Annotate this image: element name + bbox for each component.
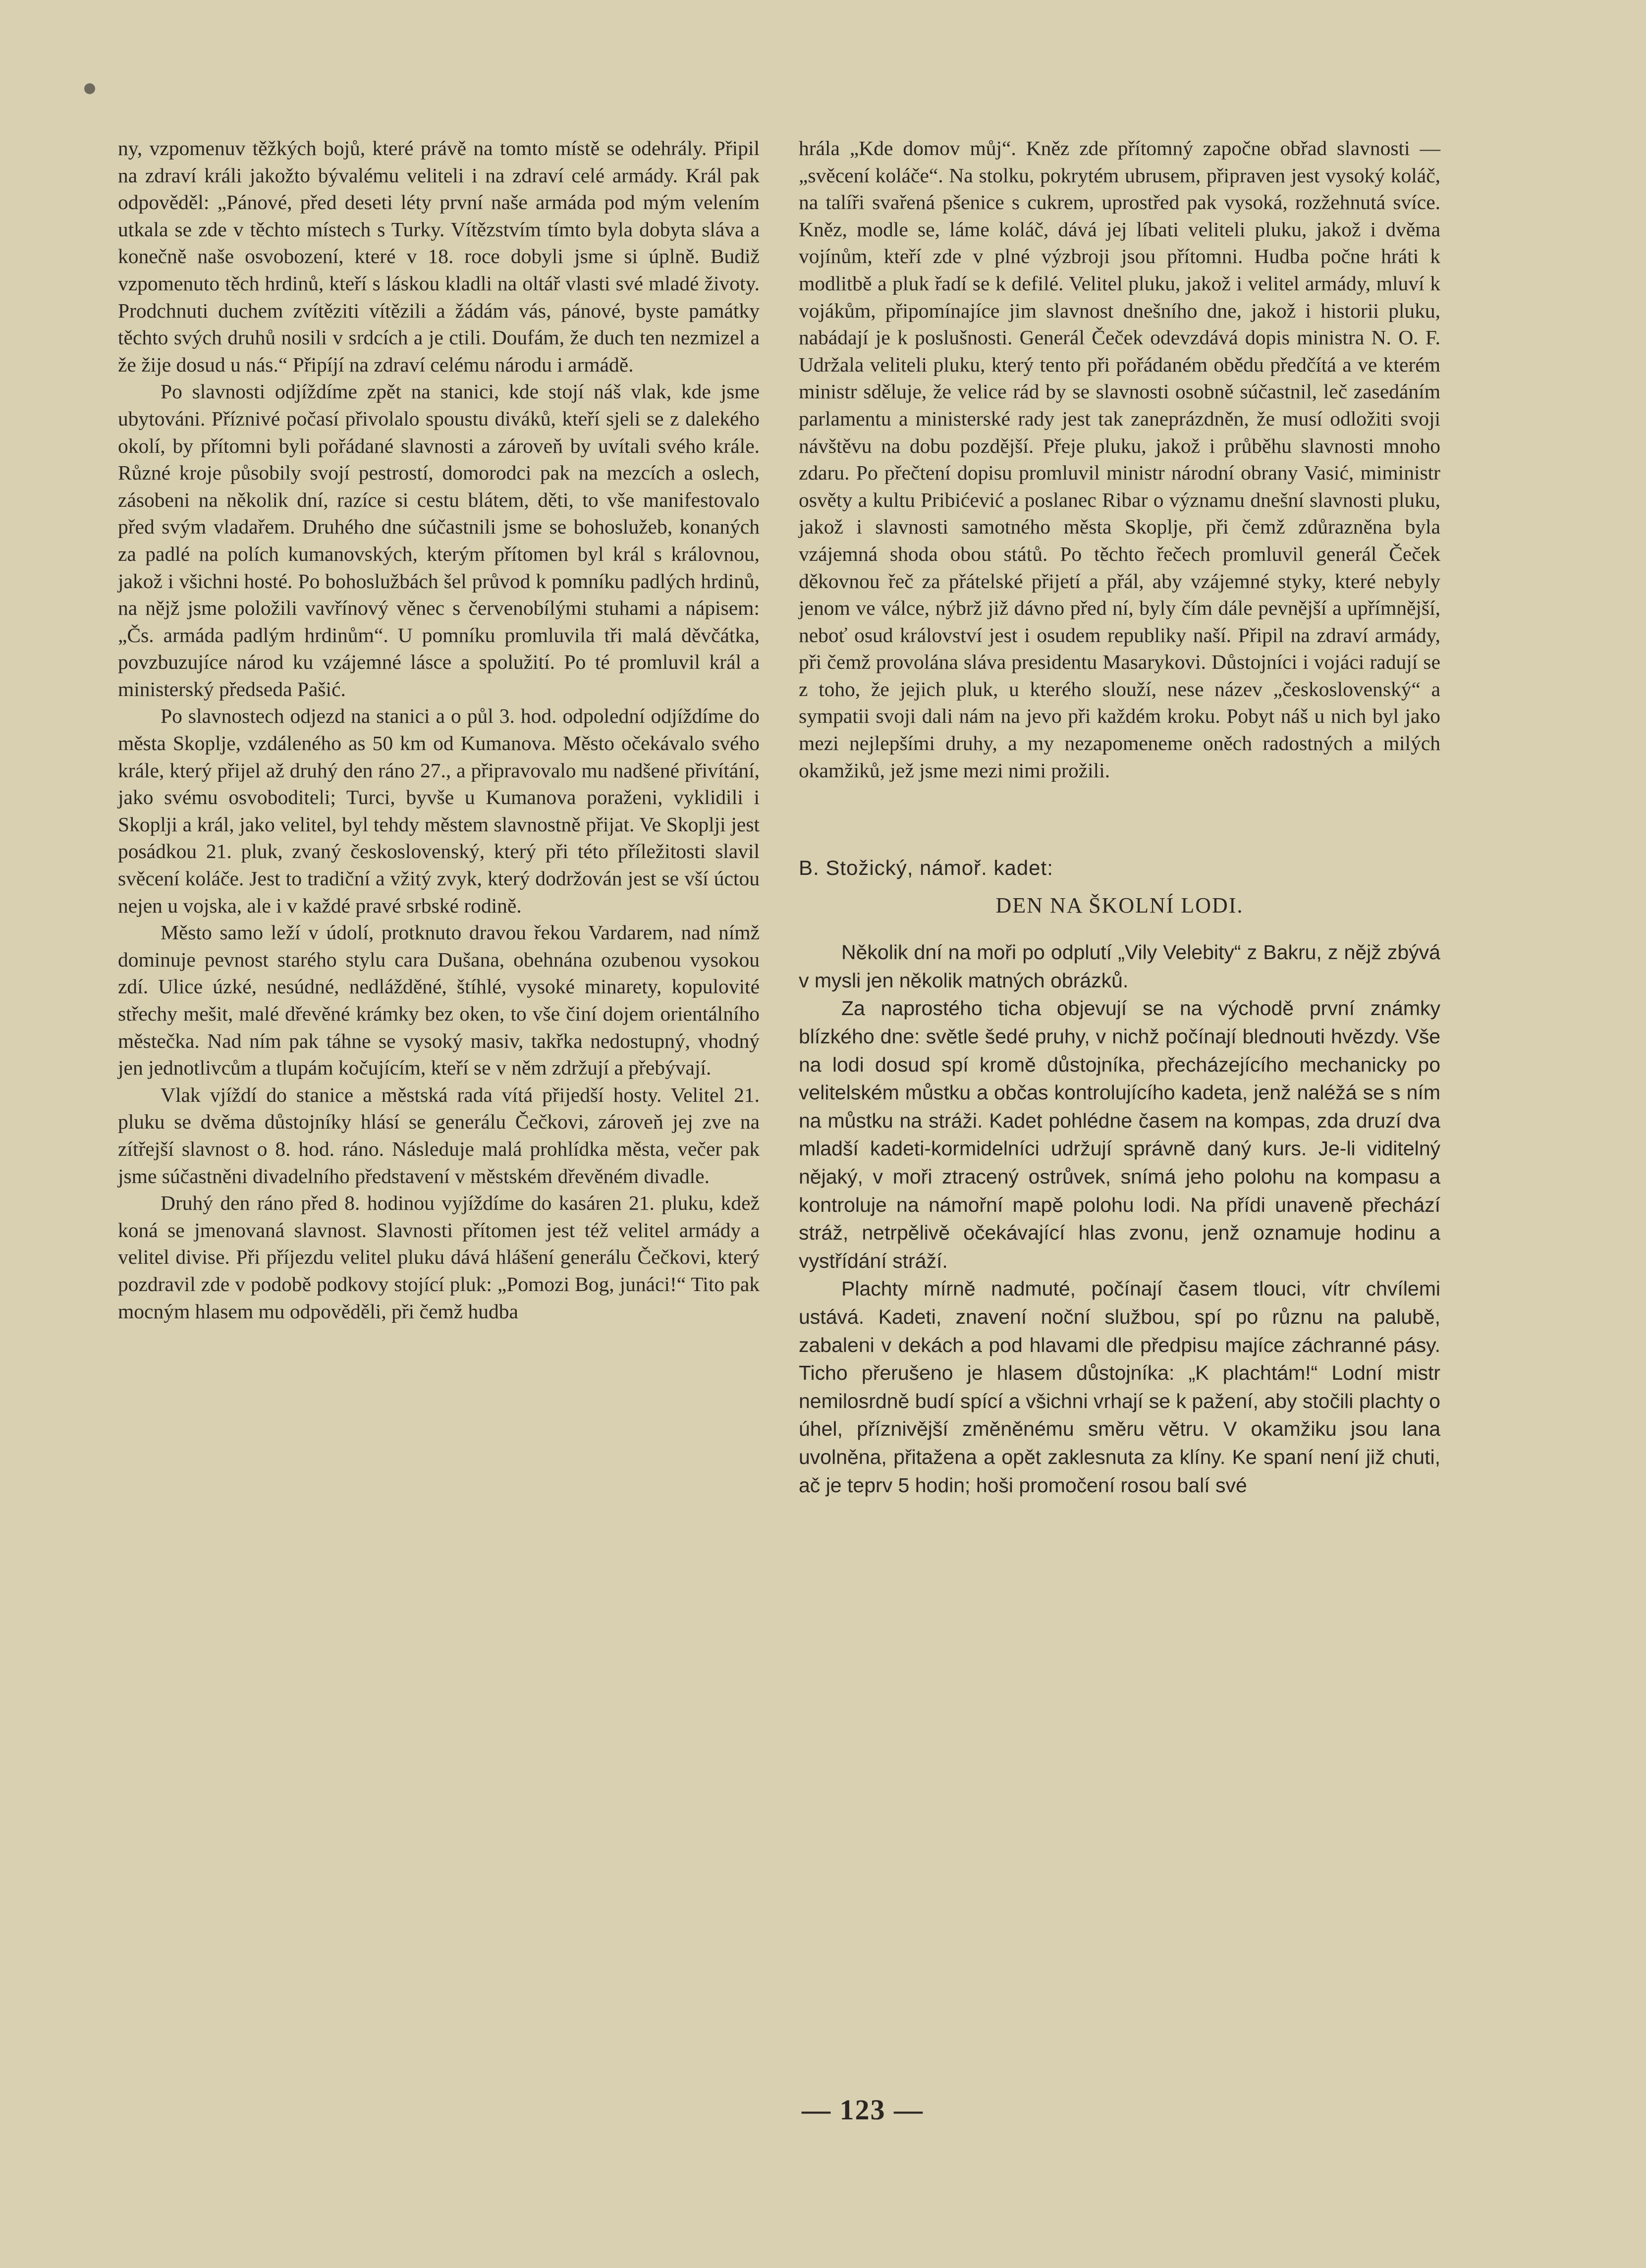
paragraph: Několik dní na moři po odplutí „Vily Velebity“ z Bakru, z nějž zbývá v mysli jen několik matných obrázků. xyxy=(799,941,1440,992)
ink-spot xyxy=(84,83,95,94)
page-number xyxy=(0,2093,1646,2126)
page-number-text: — 123 — xyxy=(802,2094,924,2126)
paragraph: Po slavnosti odjíždíme zpět na stanici, kde stojí náš vlak, kde jsme ubytováni. Příznivé počasí přivolalo spoustu diváků, kteří sjeli se z dalekého okolí, by přítomni byli pořádané slavnosti a zároveň by uvítali svého krále. Různé kroje působily svojí pestrostí, domorodci pak na mezcích a oslech, zásobeni na několik dní, razíce si cestu blátem, děti, to vše manifestovalo před svým vladařem. Druhého dne súčastnili jsme se bohoslužeb, konaných za padlé na polích kumanovských, kterým přítomen byl král s královnou, jakož i všichni hosté. Po bohoslužbách šel průvod k pomníku padlých hrdinů, na nějž jsme položili vavřínový věnec s červenobílými stuhami a nápisem: „Čs. armáda padlým hrdinům“. U pomníku promluvila tři malá děvčátka, povzbuzujíce národ ku vzájemné lásce a spolužití. Po té promluvil král a ministerský předseda Pašić. xyxy=(118,380,760,701)
article-title: DEN NA ŠKOLNÍ LODI. xyxy=(995,893,1244,918)
paragraph: Město samo leží v údolí, protknuto dravou řekou Vardarem, nad nímž dominuje pevnost starého stylu cara Dušana, obehnána ozubenou vysokou zdí. Ulice úzké, nesúdné, nedlážděné, štíhlé, vysoké minarety, kopulovité střechy mešit, malé dřevěné krámky bez oken, to vše činí dojem orientálního městečka. Nad ním pak táhne se vysoký masiv, takřka nedostupný, vhodný jen jednotlivcům a tlupám kočujícím, kteří se v něm zdržují a přebývají. xyxy=(118,921,760,1080)
paragraph: ny, vzpomenuv těžkých bojů, které právě na tomto místě se odehrály. Připil na zdraví králi jakožto bývalému veliteli i na zdraví celé armády. Král pak odpověděl: „Pánové, před deseti léty první naše armáda pod mým velením utkala se zde v těchto místech s Turky. Vítězstvím tímto byla dobyta sláva a konečně naše osvobození, které v 18. roce dobyli jsme si úplně. Budiž vzpomenuto těch hrdinů, kteří s láskou kladli na oltář vlasti své mladé životy. Prodchnuti duchem zvítěziti vítězili a žádám vás, pánové, byste památky těchto svých druhů nosili v srdcích a je ctili. Doufám, že duch ten nezmizel a že žije dosud u nás.“ Připíjí na zdraví celému národu i armádě. xyxy=(118,137,760,376)
right-column xyxy=(799,135,1440,1499)
article-byline: B. Stožický, námoř. kadet: xyxy=(799,856,1053,880)
left-column xyxy=(118,135,760,1325)
paragraph: Druhý den ráno před 8. hodinou vyjíždíme do kasáren 21. pluku, kdež koná se jmenovaná slavnost. Slavnosti přítomen jest též velitel armády a velitel divise. Při příjezdu velitel pluku dává hlášení generálu Čečkovi, který pozdravil zde v podobě podkovy stojící pluk: „Pomozi Bog, junáci!“ Tito pak mocným hlasem mu odpověděli, při čemž hudba xyxy=(118,1191,760,1323)
paragraph: Po slavnostech odjezd na stanici a o půl 3. hod. odpolední odjíždíme do města Skoplje, vzdáleného as 50 km od Kumanova. Město očekávalo svého krále, který přijel až druhý den ráno 27., a připravovalo mu nadšené přivítání, jako svému osvoboditeli; Turci, byvše u Kumanova poraženi, vyklidili i Skoplji a král, jako velitel, byl tehdy městem slavnostně přijat. Ve Skoplji jest posádkou 21. pluk, zvaný československý, který při této příležitosti slavil svěcení koláče. Jest to tradiční a vžitý zvyk, který dodržován jest se vší úctou nejen u vojska, ale i v každé pravé srbské rodině. xyxy=(118,704,760,917)
paragraph: Vlak vjíždí do stanice a městská rada vítá přijedší hosty. Velitel 21. pluku se dvěma důstojníky hlásí se generálu Čečkovi, zároveň jej zve na zítřejší slavnost o 8. hod. ráno. Následuje malá prohlídka města, večer pak jsme súčastněni divadelního představení v městském dřevěném divadle. xyxy=(118,1083,760,1188)
paragraph: hrála „Kde domov můj“. Kněz zde přítomný započne obřad slavnosti — „svěcení koláče“. Na stolku, pokrytém ubrusem, připraven jest vysoký koláč, na talíři svařená pšenice s cukrem, uprostřed pak vysoká, rozžehnutá svíce. Kněz, modle se, láme koláč, dává jej líbati veliteli pluku, jakož i dvěma vojínům, kteří zde v plné výzbroji jsou přítomni. Hudba počne hráti k modlitbě a pluk řadí se k defilé. Velitel pluku, jakož i velitel armády, mluví k vojákům, připomínajíce jim slavnost dnešního dne, jakož i historii pluku, nabádají je k poslušnosti. Generál Čeček odevzdává dopis ministra N. O. F. Udržala veliteli pluku, který tento při pořádaném obědu předčítá a ve kterém ministr sděluje, že velice rád by se slavnosti osobně súčastnil, leč zasedáním parlamentu a ministerské rady jest tak zaneprázdněn, že musí odložiti svoji návštěvu na dobu pozdější. Přeje pluku, jakož i průběhu slavnosti mnoho zdaru. Po přečtení dopisu promluvil ministr národní obrany Vasić, miministr osvěty a kultu Pribićević a poslanec Ribar o významu dnešní slavnosti pluku, jakož i slavnosti samotného města Skoplje, při čemž zdůrazněna byla vzájemná shoda obou států. Po těchto řečech promluvil generál Čeček děkovnou řeč za přátelské přijetí a přál, aby vzájemné styky, které nebyly jenom ve válce, nýbrž již dávno před ní, byly čím dále pevnější a upřímnější, neboť osud království jest i osudem republiky naší. Připil na zdraví armády, při čemž provolána sláva presidentu Masarykovi. Důstojníci i vojáci radují se z toho, že jejich pluk, u kterého slouží, nese název „československý“ a sympatii svoji dali nám na jevo při každém kroku. Pobyt náš u nich byl jako mezi nejlepšími druhy, a my nezapomeneme oněch radostných a milých okamžiků, jež jsme mezi nimi prožili. xyxy=(799,137,1440,782)
paragraph: Plachty mírně nadmuté, počínají časem tlouci, vítr chvílemi ustává. Kadeti, znavení noční službou, spí po různu na palubě, zabaleni v dekách a pod hlavami dle předpisu majíce záchranné pásy. Ticho přerušeno je hlasem důstojníka: „K plachtám!“ Lodní mistr nemilosrdně budí spící a všichni vrhají se k pažení, aby stočili plachty o úhel, příznivější změněnému směru větru. V okamžiku jsou lana uvolněna, přitažena a opět zaklesnuta za klíny. Ke spaní není již chuti, ač je teprv 5 hodin; hoši promočení rosou balí své xyxy=(799,1277,1440,1497)
paragraph: Za naprostého ticha objevují se na východě první známky blízkého dne: světle šedé pruhy, v nichž počínají blednouti hvězdy. Vše na lodi dosud spí kromě důstojníka, přecházejícího mechanicky po velitelském můstku a občas kontrolujícího kadeta, jenž naléžá se s ním na můstku na stráži. Kadet pohlédne časem na kompas, zda druzí dva mladší kadeti-kormidelníci udržují správně daný kurs. Je-li viditelný nějaký, v moři ztracený ostrůvek, snímá jeho polohu na kompasu a kontroluje na námořní mapě polohu lodi. Na přídi unaveně přechází stráž, netrpělivě očekávající hlas zvonu, jenž oznamuje hodinu a vystřídání stráží. xyxy=(799,997,1440,1272)
